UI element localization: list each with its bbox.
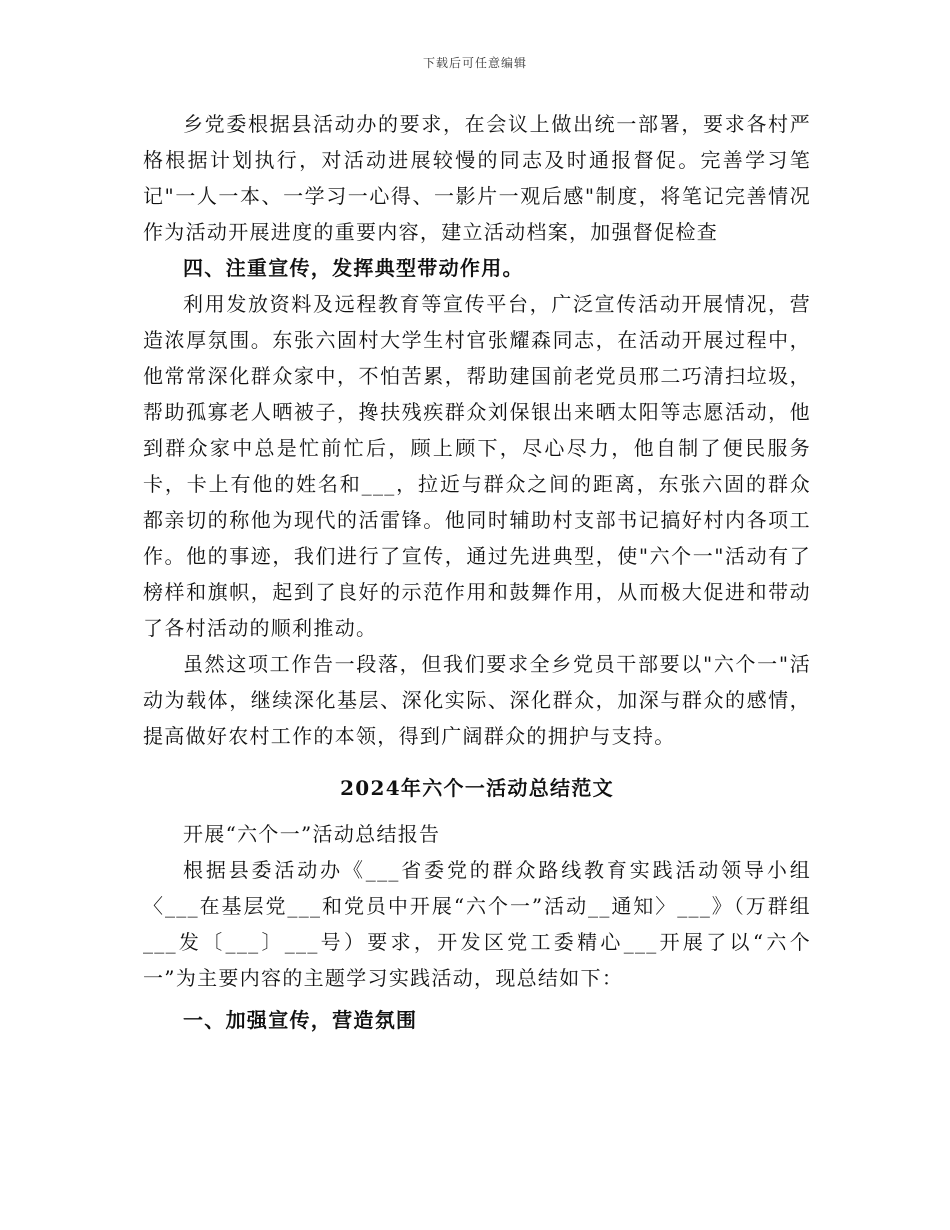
paragraph-basis: 根据县委活动办《___省委党的群众路线教育实践活动领导小组〈___在基层党___和党员中开展“六个一”活动__通知〉___》（万群组___发〔___〕___号）要求，开发区党工委精心___开展了以“六个一”为主要内容的主题学习实践活动，现总结如下：: [143, 858, 811, 990]
section-heading-4: 四、注重宣传，发挥典型带动作用。: [183, 256, 524, 280]
document-subtitle: 开展“六个一”活动总结报告: [183, 822, 441, 846]
paragraph-conclusion: 虽然这项工作告一段落，但我们要求全乡党员干部要以"六个一"活动为载体，继续深化基层、深化实际、深化群众，加深与群众的感情，提高做好农村工作的本领，得到广阔群众的拥护与支持。: [143, 652, 811, 748]
document-body: [143, 106, 811, 1038]
paragraph-publicity: 利用发放资料及远程教育等宣传平台，广泛宣传活动开展情况，营造浓厚氛围。东张六固村大学生村官张耀森同志，在活动开展过程中，他常常深化群众家中，不怕苦累，帮助建国前老党员邢二巧清扫垃圾，帮助孤寡老人晒被子，搀扶残疾群众刘保银出来晒太阳等志愿活动，他到群众家中总是忙前忙后，顾上顾下，尽心尽力，他自制了便民服务卡，卡上有他的姓名和___，拉近与群众之间的距离，东张六固的群众都亲切的称他为现代的活雷锋。他同时辅助村支部书记搞好村内各项工作。他的事迹，我们进行了宣传，通过先进典型，使"六个一"活动有了榜样和旗帜，起到了良好的示范作用和鼓舞作用，从而极大促进和带动了各村活动的顺利推动。: [143, 292, 811, 640]
section-heading-1: 一、加强宣传，营造氛围: [183, 1008, 418, 1032]
page-header-note: 下载后可任意编辑: [422, 56, 527, 70]
paragraph-supervision: 乡党委根据县活动办的要求，在会议上做出统一部署，要求各村严格根据计划执行，对活动进展较慢的同志及时通报督促。完善学习笔记"一人一本、一学习一心得、一影片一观后感"制度，将笔记完善情况作为活动开展进度的重要内容，建立活动档案，加强督促检查: [143, 112, 811, 244]
document-title: 2024年六个一活动总结范文: [340, 776, 614, 800]
